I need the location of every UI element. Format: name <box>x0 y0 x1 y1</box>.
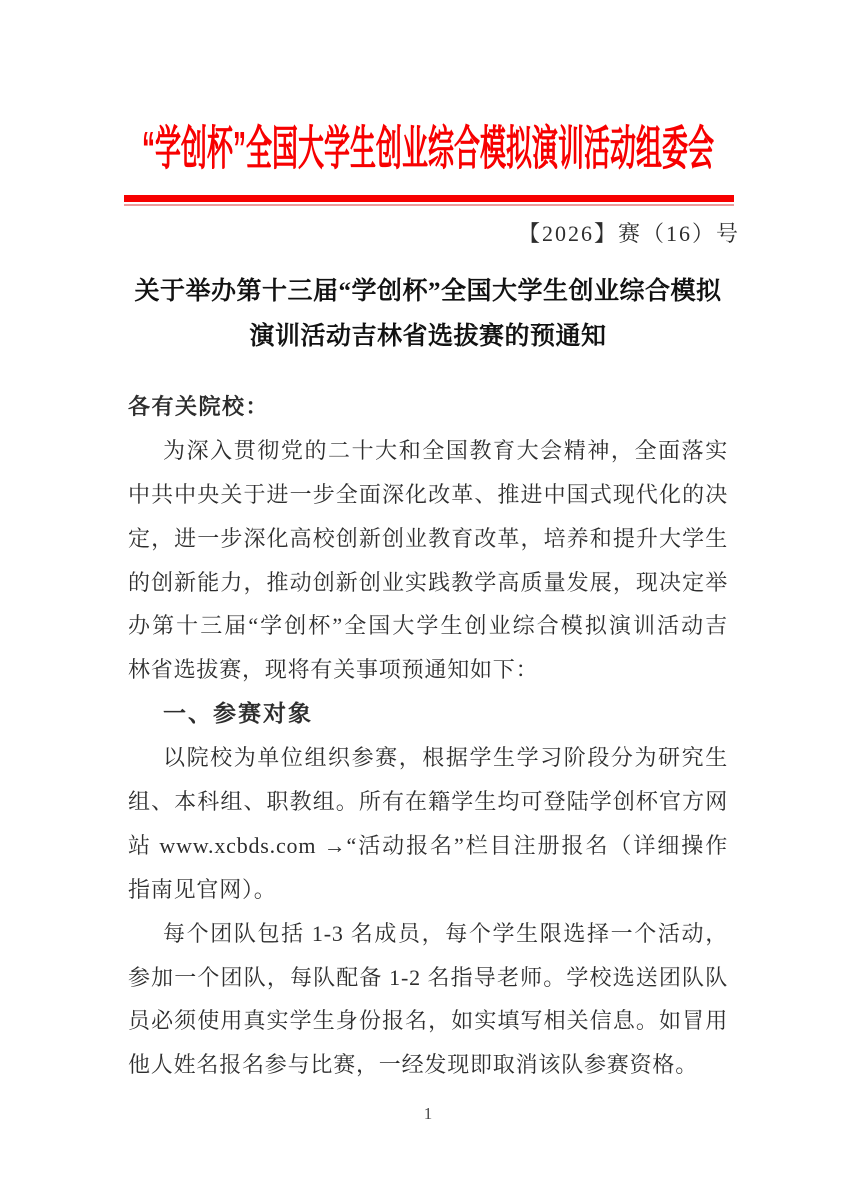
doc-title-line2: 演训活动吉林省选拔赛的预通知 <box>249 323 607 350</box>
body-line: 以院校为单位组织参赛，根据学生学习阶段分为研究生 <box>163 745 728 771</box>
document-content-area <box>128 0 740 1200</box>
body-line: 中共中央关于进一步全面深化改革、推进中国式现代化的决 <box>128 481 728 507</box>
body-line: 每个团队包括 1-3 名成员，每个学生限选择一个活动， <box>163 920 728 946</box>
doc-title <box>118 269 738 359</box>
doc-title-line1: 关于举办第十三届“学创杯”全国大学生创业综合模拟 <box>134 278 722 305</box>
body-line: 办第十三届“学创杯”全国大学生创业综合模拟演训活动吉 <box>128 613 728 639</box>
doc-number: 【2026】赛（16）号 <box>517 221 740 246</box>
page-number: 1 <box>423 1104 433 1123</box>
letterhead-org-name: “学创杯”全国大学生创业综合模拟演训活动组委会 <box>141 120 714 176</box>
body-line: 林省选拔赛，现将有关事项预通知如下： <box>128 657 539 683</box>
letterhead <box>128 108 728 182</box>
doc-body <box>128 385 728 1087</box>
body-line: 指南见官网）。 <box>128 876 277 902</box>
body-line: 站 www.xcbds.com →“活动报名”栏目注册报名（详细操作 <box>128 832 728 858</box>
letterhead-rule-thick <box>124 195 734 202</box>
body-line: 定，进一步深化高校创新创业教育改革，培养和提升大学生 <box>128 525 728 551</box>
body-line: 为深入贯彻党的二十大和全国教育大会精神，全面落实 <box>163 437 728 463</box>
body-line: 的创新能力，推动创新创业实践教学高质量发展，现决定举 <box>128 569 728 595</box>
body-line: 员必须使用真实学生身份报名，如实填写相关信息。如冒用 <box>128 1008 728 1034</box>
body-line: 组、本科组、职教组。所有在籍学生均可登陆学创杯官方网 <box>128 789 728 815</box>
letterhead-rule <box>124 195 734 206</box>
salutation: 各有关院校： <box>128 394 270 419</box>
body-line: 他人姓名报名参与比赛，一经发现即取消该队参赛资格。 <box>128 1052 699 1078</box>
body-line: 参加一个团队，每队配备 1-2 名指导老师。学校选送团队队 <box>128 964 728 990</box>
letterhead-rule-thin <box>124 204 734 206</box>
section-heading: 一、参赛对象 <box>163 700 313 727</box>
